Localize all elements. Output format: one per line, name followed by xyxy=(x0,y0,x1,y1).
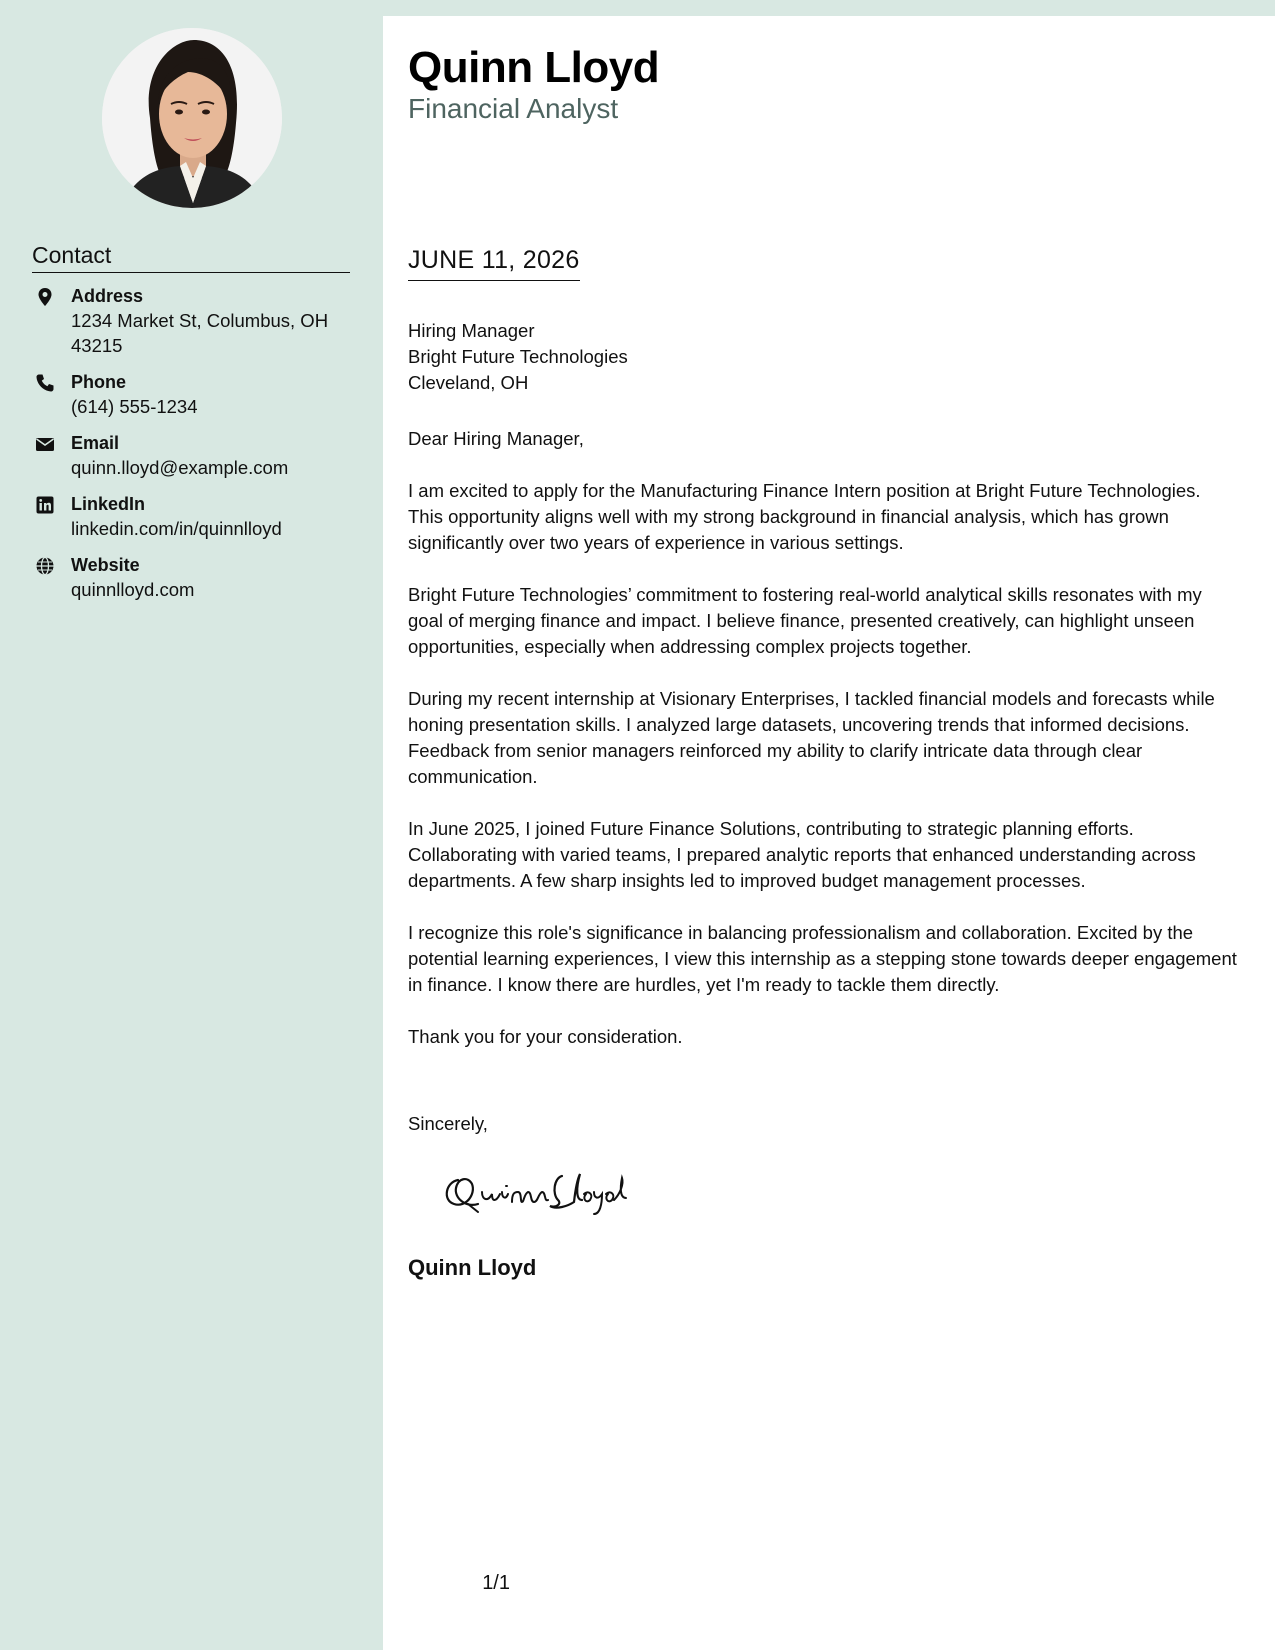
salutation: Dear Hiring Manager, xyxy=(408,428,584,449)
contact-list xyxy=(32,284,352,614)
letter-body xyxy=(408,426,1238,1076)
handwritten-signature xyxy=(438,1164,638,1220)
signer-name: Quinn Lloyd xyxy=(408,1255,537,1280)
contact-item-linkedin xyxy=(32,492,352,541)
recipient-company: Bright Future Technologies xyxy=(408,346,628,367)
letter-paragraph: Bright Future Technologies’ commitment to fostering real-world analytical skills resonates with my goal of merging finance and impact. I believe finance, presented creatively, can highlight unseen opportunities, especially when addressing complex projects together. xyxy=(408,584,1202,657)
contact-item-address xyxy=(32,284,352,358)
avatar xyxy=(102,28,282,208)
recipient-location: Cleveland, OH xyxy=(408,372,529,393)
recipient-title: Hiring Manager xyxy=(408,320,535,341)
letter-paragraph: I recognize this role's significance in balancing professionalism and collaboration. Excited by the potential learning experiences, I view this internship as a stepping stone towards deeper engagement in finance. I know there are hurdles, yet I'm ready to tackle them directly. xyxy=(408,922,1237,995)
email-icon xyxy=(35,434,55,454)
closing: Sincerely, xyxy=(408,1113,488,1134)
page-number: 1/1 xyxy=(482,1572,510,1594)
contact-label-website: Website xyxy=(71,555,140,575)
phone-icon xyxy=(35,373,55,393)
letter-panel xyxy=(383,16,1275,1650)
contact-item-email xyxy=(32,431,352,480)
letter-paragraph: Thank you for your consideration. xyxy=(408,1026,683,1047)
letter-paragraph: In June 2025, I joined Future Finance Solutions, contributing to strategic planning efforts. Collaborating with varied teams, I prepared analytic reports that enhanced understanding across departments. A few sharp insights led to improved budget management processes. xyxy=(408,818,1196,891)
letter-paragraph: During my recent internship at Visionary Enterprises, I tackled financial models and forecasts while honing presentation skills. I analyzed large datasets, uncovering trends that informed decisions. Feedback from senior managers reinforced my ability to clarify intricate data through clear communication. xyxy=(408,688,1215,787)
globe-icon xyxy=(35,556,55,576)
contact-item-phone xyxy=(32,370,352,419)
contact-heading: Contact xyxy=(32,240,350,273)
applicant-role: Financial Analyst xyxy=(408,93,619,124)
contact-label-address: Address xyxy=(71,286,144,306)
profile-photo xyxy=(102,28,282,208)
contact-value-email[interactable]: quinn.lloyd@example.com xyxy=(71,457,289,478)
contact-value-phone: (614) 555-1234 xyxy=(71,396,198,417)
sidebar xyxy=(0,0,383,1650)
applicant-name: Quinn Lloyd xyxy=(408,43,660,92)
contact-item-website xyxy=(32,553,352,602)
recipient-block xyxy=(408,318,628,396)
linkedin-icon xyxy=(35,495,55,515)
contact-label-email: Email xyxy=(71,433,120,453)
letter-date: JUNE 11, 2026 xyxy=(408,244,580,281)
contact-label-phone: Phone xyxy=(71,372,127,392)
letter-paragraph: I am excited to apply for the Manufacturing Finance Intern position at Bright Future Technologies. This opportunity aligns well with my strong background in financial analysis, which has grown significantly over two years of experience in various settings. xyxy=(408,480,1201,553)
contact-label-linkedin: LinkedIn xyxy=(71,494,146,514)
map-pin-icon xyxy=(35,287,55,307)
contact-value-address: 1234 Market St, Columbus, OH 43215 xyxy=(71,310,329,356)
contact-value-linkedin[interactable]: linkedin.com/in/quinnlloyd xyxy=(71,518,282,539)
contact-value-website[interactable]: quinnlloyd.com xyxy=(71,579,195,600)
